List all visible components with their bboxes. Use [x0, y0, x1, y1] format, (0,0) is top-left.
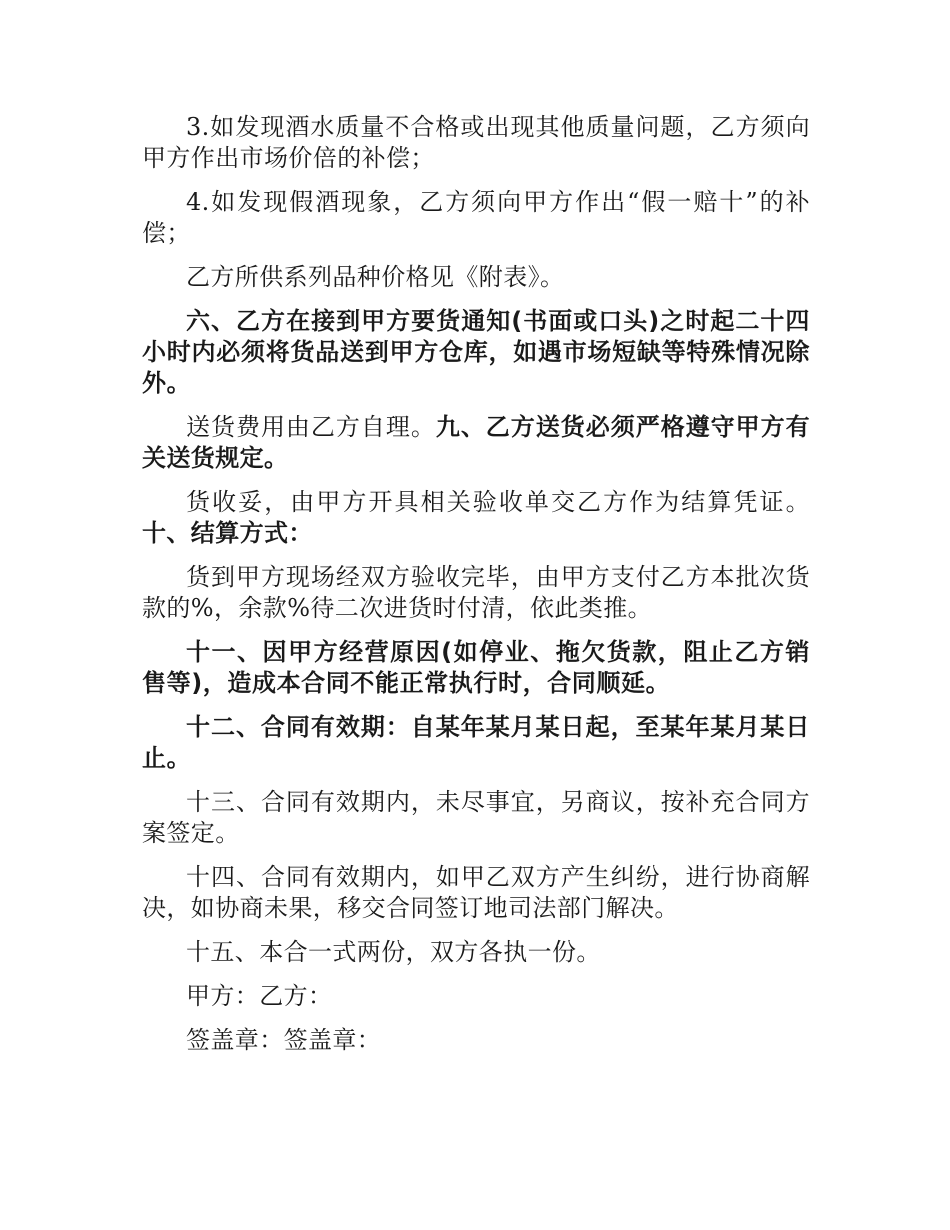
signature-labels: 签盖章：签盖章：: [186, 1026, 382, 1054]
clause-6-delivery-time: 六、乙方在接到甲方要货通知(书面或口头)之时起二十四小时内必须将货品送到甲方仓库，如遇市场短缺等特殊情况除外。: [142, 307, 810, 397]
clause-12-validity: 十二、合同有效期：自某年某月某日起，至某年某月某日止。: [142, 713, 810, 772]
acceptance-text: 货收妥，由甲方开具相关验收单交乙方作为结算凭证。: [186, 488, 810, 516]
clause-13-supplement: 十三、合同有效期内，未尽事宜，另商议，按补充合同方案签定。: [142, 788, 810, 847]
clause-11-postponement: 十一、因甲方经营原因(如停业、拖欠货款，阻止乙方销售等)，造成本合同不能正常执行时，合同顺延。: [142, 638, 810, 697]
clause-9-delivery-rules: 九、乙方送货必须严格遵守甲方有关送货规定。: [142, 413, 811, 472]
party-labels: 甲方：乙方：: [186, 982, 333, 1010]
document-body: [142, 112, 810, 1069]
clause-10-settlement-heading: 十、结算方式：: [142, 519, 313, 547]
clause-15-copies: 十五、本合一式两份，双方各执一份。: [186, 938, 601, 966]
delivery-cost-paragraph: [142, 412, 810, 474]
clause-item-3: 3.如发现酒水质量不合格或出现其他质量问题，乙方须向甲方作出市场价倍的补偿；: [142, 113, 810, 172]
acceptance-paragraph: [142, 487, 810, 549]
price-list-note: 乙方所供系列品种价格见《附表》。: [186, 263, 565, 291]
delivery-cost-text: 送货费用由乙方自理。: [186, 413, 436, 441]
clause-item-4: 4.如发现假酒现象，乙方须向甲方作出“假一赔十”的补偿；: [142, 188, 810, 247]
settlement-terms: 货到甲方现场经双方验收完毕，由甲方支付乙方本批次货款的%，余款%待二次进货时付清，依此类推。: [142, 563, 810, 622]
clause-14-disputes: 十四、合同有效期内，如甲乙双方产生纠纷，进行协商解决，如协商未果，移交合同签订地司法部门解决。: [142, 863, 810, 922]
